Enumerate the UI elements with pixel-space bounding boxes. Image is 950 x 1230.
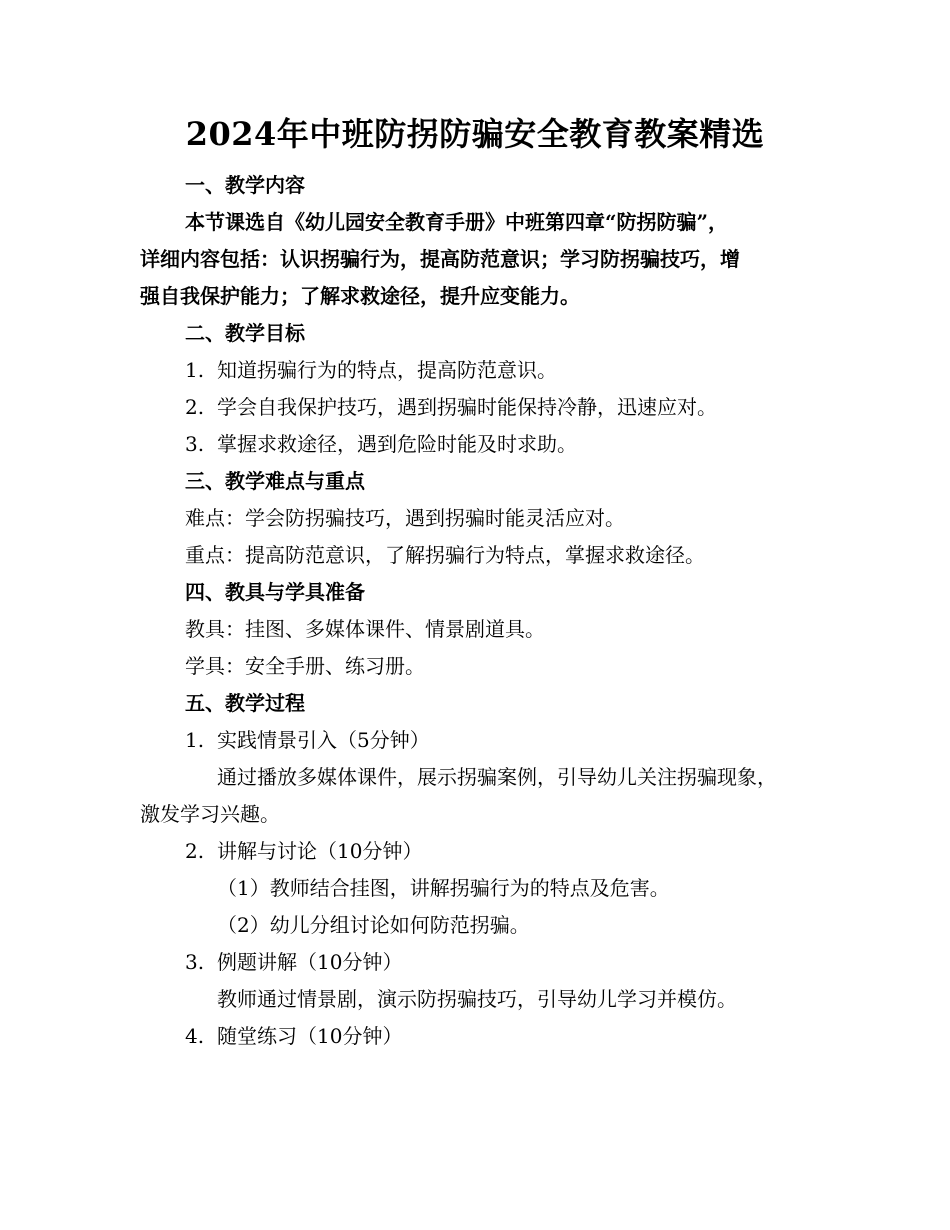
list-item	[185, 1021, 402, 1051]
list-item-text: 讲解与讨论（10分钟）	[217, 839, 423, 863]
sub-item: （2）幼儿分组讨论如何防范拐骗。	[217, 913, 530, 937]
list-item	[185, 429, 577, 459]
list-number: 3.	[185, 432, 205, 456]
list-item-text: 掌握求救途径，遇到危险时能及时求助。	[217, 432, 577, 456]
paragraph-line: 难点：学会防拐骗技巧，遇到拐骗时能灵活应对。	[185, 506, 625, 530]
list-item	[185, 947, 402, 977]
list-number: 1.	[185, 728, 205, 752]
paragraph-line: 学具：安全手册、练习册。	[185, 654, 425, 678]
list-item-text: 学会自我保护技巧，遇到拐骗时能保持冷静，迅速应对。	[217, 395, 717, 419]
paragraph-line: 教师通过情景剧，演示防拐骗技巧，引导幼儿学习并模仿。	[217, 987, 737, 1011]
list-number: 4.	[185, 1024, 205, 1048]
list-number: 3.	[185, 950, 205, 974]
list-item	[185, 392, 717, 422]
list-item	[185, 355, 557, 385]
paragraph-line: 强自我保护能力；了解求救途径，提升应变能力。	[140, 284, 580, 308]
list-number: 2.	[185, 839, 205, 863]
list-item	[185, 725, 430, 755]
paragraph-line: 本节课选自《幼儿园安全教育手册》中班第四章“防拐防骗”，	[185, 210, 729, 234]
paragraph-line: 通过播放多媒体课件，展示拐骗案例，引导幼儿关注拐骗现象，	[217, 765, 777, 789]
section-heading: 三、教学难点与重点	[185, 469, 365, 493]
paragraph-line: 详细内容包括：认识拐骗行为，提高防范意识；学习防拐骗技巧，增	[140, 247, 740, 271]
section-heading: 一、教学内容	[185, 173, 305, 197]
document-title: 2024年中班防拐防骗安全教育教案精选	[185, 115, 765, 153]
paragraph-line: 教具：挂图、多媒体课件、情景剧道具。	[185, 617, 545, 641]
paragraph-line: 激发学习兴趣。	[140, 802, 280, 826]
section-heading: 四、教具与学具准备	[185, 580, 365, 604]
section-heading: 五、教学过程	[185, 691, 305, 715]
paragraph-line: 重点：提高防范意识，了解拐骗行为特点，掌握求救途径。	[185, 543, 705, 567]
list-number: 2.	[185, 395, 205, 419]
sub-item: （1）教师结合挂图，讲解拐骗行为的特点及危害。	[217, 876, 670, 900]
list-item-text: 随堂练习（10分钟）	[217, 1024, 403, 1048]
list-item-text: 知道拐骗行为的特点，提高防范意识。	[217, 358, 557, 382]
section-heading: 二、教学目标	[185, 321, 305, 345]
list-number: 1.	[185, 358, 205, 382]
list-item-text: 例题讲解（10分钟）	[217, 950, 403, 974]
list-item-text: 实践情景引入（5分钟）	[217, 728, 430, 752]
list-item	[185, 836, 422, 866]
